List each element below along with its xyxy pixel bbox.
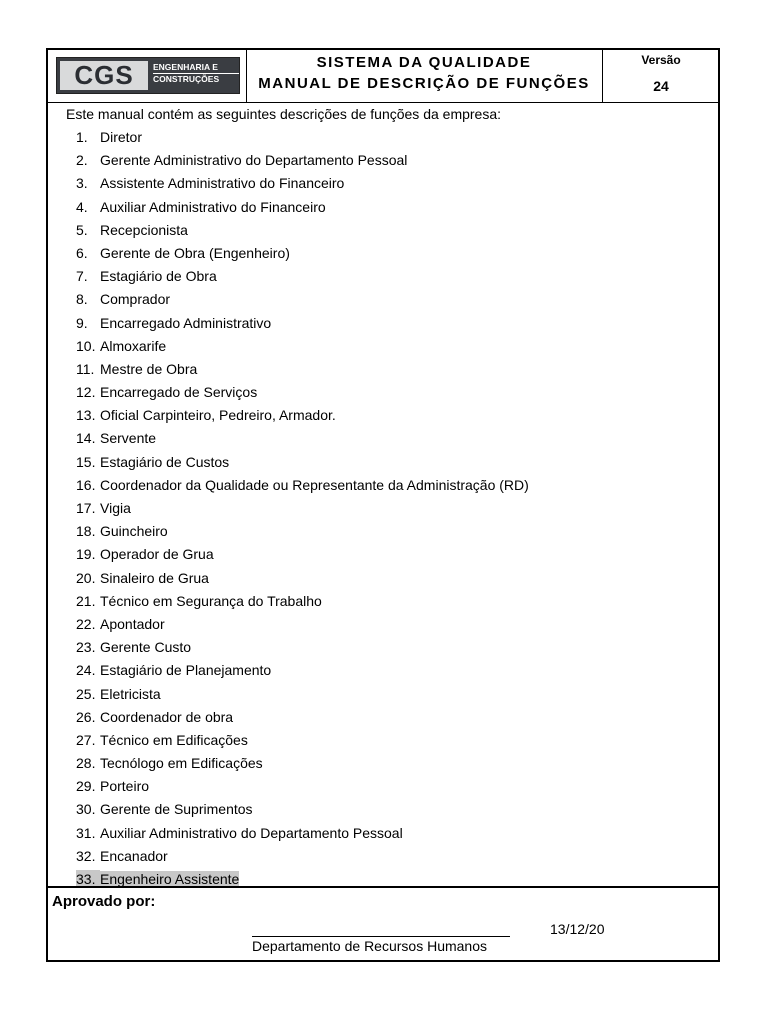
approval-department: Departamento de Recursos Humanos (252, 938, 488, 954)
function-name: Assistente Administrativo do Financeiro (100, 175, 345, 192)
function-list-item (76, 174, 529, 197)
function-list-item (76, 754, 529, 777)
function-list-item (76, 661, 529, 684)
function-name: Estagiário de Planejamento (100, 662, 272, 679)
function-list (76, 128, 529, 893)
document-frame (46, 48, 720, 962)
function-number: 27. (76, 731, 96, 748)
function-number: 7. (76, 268, 88, 285)
function-name: Recepcionista (100, 221, 188, 238)
function-number: 23. (76, 639, 96, 656)
document-header (48, 50, 718, 103)
function-list-item (76, 198, 529, 221)
logo-subtitle (153, 62, 239, 90)
function-list-item (76, 453, 529, 476)
function-number: 1. (76, 129, 88, 145)
function-name: Encarregado de Serviços (100, 384, 258, 401)
function-list-item (76, 429, 529, 452)
approval-date: 13/12/20 (550, 921, 605, 937)
function-name: Servente (100, 430, 157, 447)
function-list-item (76, 221, 529, 244)
function-number: 16. (76, 476, 96, 493)
title-cell (246, 50, 603, 102)
logo-sub-line2: CONSTRUÇÕES (153, 74, 220, 84)
function-name: Gerente de Suprimentos (100, 801, 253, 818)
function-list-item (76, 708, 529, 731)
system-title: SISTEMA DA QUALIDADE (316, 54, 532, 71)
function-name: Oficial Carpinteiro, Pedreiro, Armador. (100, 407, 336, 424)
function-number: 17. (76, 500, 96, 516)
function-number: 31. (76, 824, 96, 841)
function-list-item (76, 522, 529, 545)
function-name: Técnico em Edificações (100, 731, 248, 748)
approval-label: Aprovado por: (52, 893, 156, 910)
function-name: Guincheiro (100, 523, 168, 540)
function-name: Sinaleiro de Grua (100, 569, 209, 586)
function-number: 21. (76, 592, 96, 609)
function-name: Encarregado Administrativo (100, 314, 272, 331)
function-number: 12. (76, 384, 96, 401)
function-name: Tecnólogo em Edificações (100, 755, 263, 772)
function-number: 19. (76, 546, 96, 563)
function-number: 28. (76, 755, 96, 772)
function-number: 22. (76, 615, 96, 632)
function-list-item (76, 383, 529, 406)
function-name: Gerente Administrativo do Departamento Pessoal (100, 152, 408, 169)
function-number: 5. (76, 221, 88, 238)
function-list-item (76, 406, 529, 429)
function-name: Gerente de Obra (Engenheiro) (100, 244, 290, 261)
function-list-item (76, 476, 529, 499)
function-name: Encanador (100, 847, 168, 864)
function-name: Estagiário de Obra (100, 268, 217, 285)
function-list-item (76, 592, 529, 615)
function-number: 13. (76, 407, 96, 424)
function-number: 29. (76, 778, 96, 795)
function-name: Operador de Grua (100, 546, 214, 563)
logo-sub-line1: ENGENHARIA E (153, 62, 239, 74)
function-number: 26. (76, 708, 96, 725)
function-list-item (76, 731, 529, 754)
function-number: 9. (76, 314, 88, 331)
function-number: 24. (76, 662, 96, 679)
function-name: Porteiro (100, 778, 150, 795)
version-cell (602, 50, 720, 102)
function-list-item (76, 314, 529, 337)
function-name: Engenheiro Assistente (100, 871, 240, 887)
function-name: Técnico em Segurança do Trabalho (100, 592, 322, 609)
function-number: 3. (76, 175, 88, 192)
function-number: 33. (76, 870, 100, 888)
function-list-item (76, 337, 529, 360)
function-list-item (76, 569, 529, 592)
function-list-item (76, 290, 529, 313)
function-list-item (76, 267, 529, 290)
version-value: 24 (653, 78, 669, 94)
signature-line (252, 936, 510, 937)
function-list-item (76, 128, 529, 151)
version-label: Versão (641, 53, 681, 67)
function-name: Auxiliar Administrativo do Departamento Pessoal (100, 824, 403, 841)
function-name: Comprador (100, 291, 171, 308)
logo-main-text: CGS (60, 61, 148, 90)
function-number: 11. (76, 360, 95, 377)
function-number: 32. (76, 847, 96, 864)
function-number: 8. (76, 291, 88, 308)
intro-text: Este manual contém as seguintes descrições de funções da empresa: (66, 106, 502, 122)
function-name: Gerente Custo (100, 639, 192, 656)
company-logo (56, 57, 240, 94)
function-list-item (76, 545, 529, 568)
function-list-item (76, 499, 529, 522)
function-number: 4. (76, 198, 88, 215)
function-number: 18. (76, 523, 96, 540)
function-name: Diretor (100, 129, 143, 145)
function-list-item (76, 615, 529, 638)
function-name: Auxiliar Administrativo do Financeiro (100, 198, 326, 215)
function-name: Estagiário de Custos (100, 453, 230, 470)
function-list-item (76, 244, 529, 267)
approval-section (48, 886, 718, 964)
logo-cell (48, 50, 247, 102)
function-name: Mestre de Obra (100, 360, 198, 377)
function-number: 10. (76, 337, 96, 354)
function-number: 30. (76, 801, 96, 818)
function-list-item (76, 777, 529, 800)
function-list-item (76, 800, 529, 823)
function-name: Apontador (100, 615, 165, 632)
function-list-item (76, 847, 529, 870)
function-list-item (76, 638, 529, 661)
function-list-item (76, 824, 529, 847)
function-number: 15. (76, 453, 96, 470)
function-list-item (76, 151, 529, 174)
function-name: Coordenador da Qualidade ou Representante da Administração (RD) (100, 476, 529, 493)
function-number: 20. (76, 569, 96, 586)
function-name: Almoxarife (100, 337, 167, 354)
function-number: 25. (76, 685, 96, 702)
function-name: Coordenador de obra (100, 708, 234, 725)
function-number: 6. (76, 244, 88, 261)
function-name: Vigia (100, 500, 131, 516)
function-number: 2. (76, 152, 88, 169)
function-list-item (76, 360, 529, 383)
function-list-item (76, 685, 529, 708)
function-number: 14. (76, 430, 96, 447)
manual-title: MANUAL DE DESCRIÇÃO DE FUNÇÕES (258, 75, 590, 92)
function-name: Eletricista (100, 685, 161, 702)
